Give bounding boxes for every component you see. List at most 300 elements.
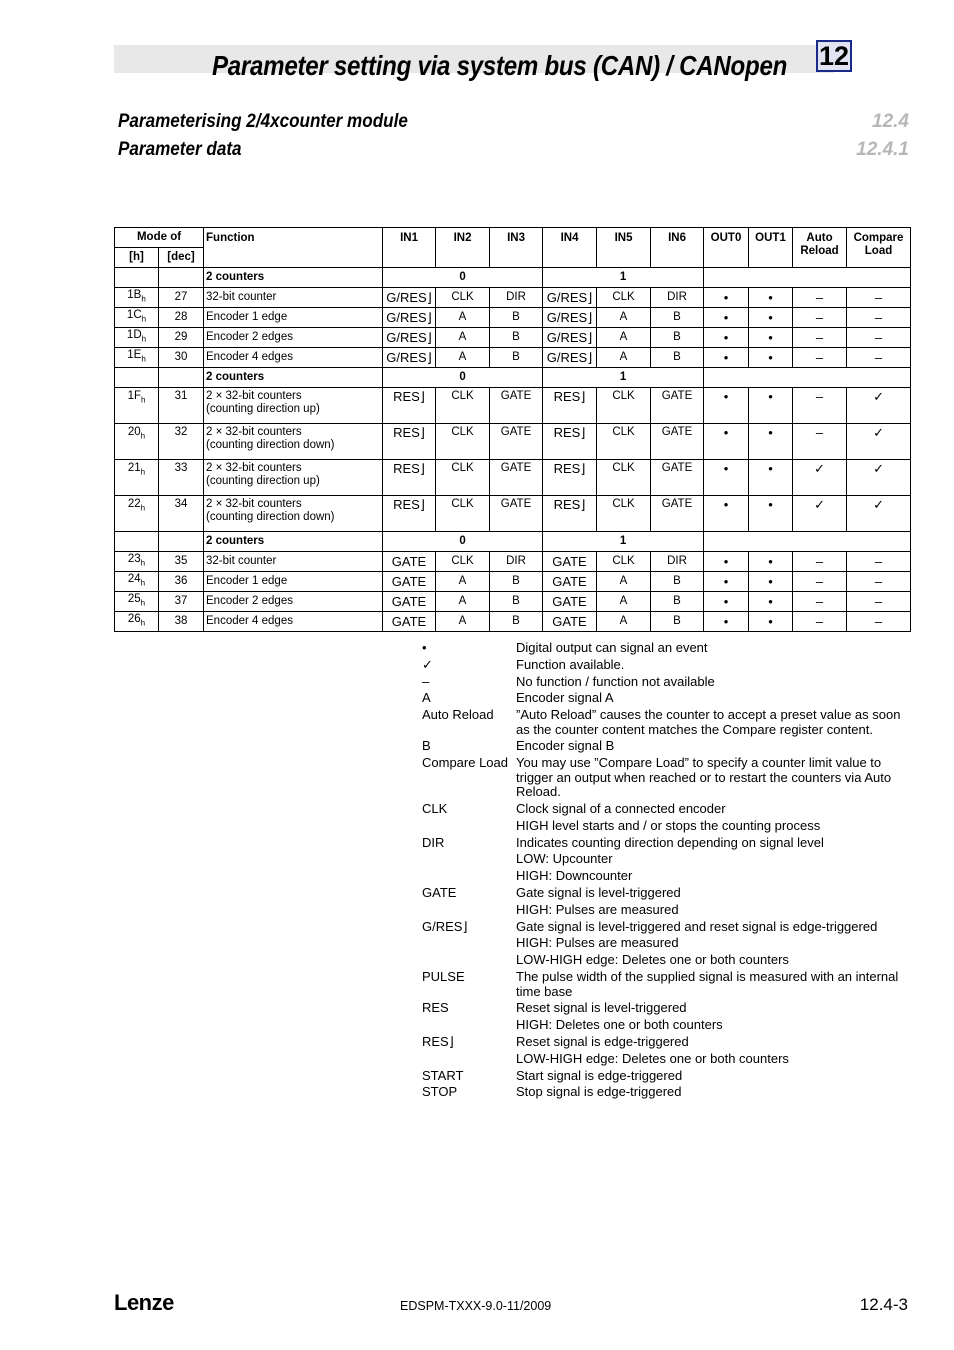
- table-row: [115, 496, 911, 532]
- legend-description: Reset signal is edge-triggered: [516, 1033, 689, 1049]
- auto-reload-cell: –: [793, 288, 847, 308]
- legend-item: [422, 970, 902, 999]
- output-out1: •: [749, 496, 793, 532]
- table-row: [115, 308, 911, 328]
- group-label: 2 counters: [204, 268, 383, 288]
- input-in4: GATE: [543, 612, 597, 632]
- legend-key: [422, 936, 516, 951]
- input-in5: A: [597, 572, 651, 592]
- compare-load-cell: –: [847, 552, 911, 572]
- page-title: Parameter setting via system bus (CAN) / CANopen: [212, 50, 788, 81]
- legend-key: •: [422, 640, 427, 655]
- legend-item: [422, 836, 902, 851]
- mode-hex: 1F: [127, 390, 141, 402]
- function-cell: [204, 612, 383, 632]
- group-row: [115, 532, 911, 552]
- legend-description: ”Auto Reload” causes the counter to accept a preset value as soon as the counter content matches the Compare register content.: [516, 707, 901, 737]
- mode-hex: 21: [127, 462, 141, 474]
- function-cell: [204, 572, 383, 592]
- table-row: [115, 612, 911, 632]
- output-out0: •: [704, 552, 749, 572]
- mode-dec: 38: [159, 612, 204, 632]
- hex-suffix: h: [140, 503, 146, 513]
- group-row: [115, 368, 911, 388]
- header-in6: IN6: [651, 228, 704, 268]
- hex-suffix: h: [141, 354, 146, 364]
- input-in5: A: [597, 308, 651, 328]
- function-text: 2 × 32-bit counters: [206, 498, 302, 510]
- function-text: Encoder 4 edges: [206, 615, 293, 627]
- legend-item: [422, 953, 902, 968]
- input-in3: B: [490, 308, 543, 328]
- function-cell: [204, 288, 383, 308]
- mode-hex-cell: [115, 424, 159, 460]
- hex-suffix: h: [140, 598, 146, 608]
- compare-load-cell: –: [847, 592, 911, 612]
- legend-description: Stop signal is edge-triggered: [516, 1084, 682, 1100]
- legend-key: [422, 1018, 516, 1033]
- legend-description: LOW-HIGH edge: Deletes one or both counters: [516, 1050, 789, 1066]
- hex-suffix: h: [140, 618, 146, 628]
- header-dec: [dec]: [159, 248, 204, 268]
- input-in5: CLK: [597, 388, 651, 424]
- function-cell: [204, 348, 383, 368]
- input-in1: G/RES⌋: [383, 308, 436, 328]
- auto-reload-cell: –: [793, 328, 847, 348]
- mode-hex: 1B: [127, 289, 142, 302]
- legend-key: B: [422, 738, 431, 754]
- output-out0: •: [704, 308, 749, 328]
- function-text: 32-bit counter: [206, 555, 277, 567]
- compare-load-cell: –: [847, 308, 911, 328]
- legend-description: HIGH: Pulses are measured: [516, 935, 679, 951]
- legend-description: LOW-HIGH edge: Deletes one or both counters: [516, 952, 789, 968]
- legend-key: PULSE: [422, 969, 465, 985]
- mode-dec: 32: [159, 424, 204, 460]
- input-in1: G/RES⌋: [383, 328, 436, 348]
- function-detail: (counting direction up): [206, 403, 320, 415]
- legend-item: [422, 936, 902, 951]
- mode-dec: 34: [159, 496, 204, 532]
- mode-hex-cell: [115, 388, 159, 424]
- input-in2: CLK: [436, 288, 490, 308]
- hex-suffix: h: [140, 558, 146, 568]
- table-row: [115, 552, 911, 572]
- output-out1: •: [749, 348, 793, 368]
- legend-item: [422, 756, 902, 800]
- function-cell: [204, 328, 383, 348]
- legend-key: [422, 953, 516, 968]
- compare-load-cell: ✓: [847, 460, 911, 496]
- compare-load-cell: –: [847, 612, 911, 632]
- legend-description: You may use ”Compare Load” to specify a counter limit value to trigger an output when reached or to restart the counters via Auto Reload.: [516, 755, 892, 800]
- legend-item: [422, 802, 902, 817]
- function-text: 2 × 32-bit counters: [206, 390, 302, 402]
- compare-load-cell: –: [847, 288, 911, 308]
- compare-load-cell: –: [847, 328, 911, 348]
- document-id: EDSPM-TXXX-9.0-11/2009: [400, 1299, 552, 1313]
- output-out0: •: [704, 348, 749, 368]
- legend-item: [422, 641, 902, 656]
- input-in2: CLK: [436, 424, 490, 460]
- legend: [422, 641, 902, 1102]
- legend-key: [422, 1052, 516, 1067]
- input-in5: A: [597, 592, 651, 612]
- input-in6: B: [651, 592, 704, 612]
- header-out1: OUT1: [749, 228, 793, 268]
- output-out0: •: [704, 424, 749, 460]
- function-detail: (counting direction down): [206, 439, 335, 451]
- function-cell: [204, 424, 383, 460]
- function-cell: [204, 552, 383, 572]
- compare-load-cell: ✓: [847, 388, 911, 424]
- legend-description: Indicates counting direction depending on signal level: [516, 834, 824, 850]
- legend-key: START: [422, 1067, 464, 1083]
- input-in3: GATE: [490, 424, 543, 460]
- input-in2: A: [436, 572, 490, 592]
- table-row: [115, 460, 911, 496]
- input-in4: GATE: [543, 552, 597, 572]
- mode-hex-cell: [115, 572, 159, 592]
- legend-item: [422, 739, 902, 754]
- group-row: [115, 268, 911, 288]
- input-in5: A: [597, 328, 651, 348]
- subsection-title: Parameter data: [118, 139, 242, 160]
- input-in4: GATE: [543, 592, 597, 612]
- input-in2: A: [436, 328, 490, 348]
- group-empty-cell: [159, 368, 204, 388]
- function-cell: [204, 592, 383, 612]
- input-in4: G/RES⌋: [543, 308, 597, 328]
- output-out0: •: [704, 572, 749, 592]
- function-text: 32-bit counter: [206, 291, 277, 303]
- header-function: Function: [204, 228, 383, 268]
- output-out1: •: [749, 288, 793, 308]
- input-in6: GATE: [651, 496, 704, 532]
- input-in3: DIR: [490, 288, 543, 308]
- legend-description: Clock signal of a connected encoder: [516, 801, 726, 817]
- hex-suffix: h: [140, 578, 146, 588]
- input-in6: DIR: [651, 552, 704, 572]
- input-in6: GATE: [651, 388, 704, 424]
- section-number: 12.4: [872, 111, 909, 132]
- header-in2: IN2: [436, 228, 490, 268]
- table-row: [115, 572, 911, 592]
- header-h: [h]: [115, 248, 159, 268]
- mode-hex-cell: [115, 552, 159, 572]
- legend-description: HIGH: Pulses are measured: [516, 901, 679, 917]
- input-in6: B: [651, 572, 704, 592]
- legend-description: Start signal is edge-triggered: [516, 1067, 683, 1083]
- auto-reload-cell: –: [793, 552, 847, 572]
- auto-reload-cell: –: [793, 572, 847, 592]
- function-detail: (counting direction up): [206, 475, 320, 487]
- group-empty-cell: [115, 532, 159, 552]
- mode-hex-cell: [115, 348, 159, 368]
- function-text: Encoder 1 edge: [206, 311, 288, 323]
- mode-hex: 23: [127, 553, 141, 566]
- input-in4: RES⌋: [543, 388, 597, 424]
- output-out1: •: [749, 424, 793, 460]
- output-out0: •: [704, 288, 749, 308]
- input-in4: G/RES⌋: [543, 328, 597, 348]
- output-out0: •: [704, 388, 749, 424]
- output-out0: •: [704, 592, 749, 612]
- legend-item: [422, 819, 902, 834]
- table-row: [115, 424, 911, 460]
- legend-item: [422, 675, 902, 690]
- auto-reload-cell: –: [793, 612, 847, 632]
- legend-key: [422, 903, 516, 918]
- header-in5: IN5: [597, 228, 651, 268]
- output-out0: •: [704, 328, 749, 348]
- mode-dec: 29: [159, 328, 204, 348]
- lenze-logo: Lenze: [114, 1290, 174, 1315]
- legend-key: ✓: [422, 656, 433, 672]
- group-counter-0: 0: [383, 268, 543, 288]
- auto-reload-cell: –: [793, 388, 847, 424]
- legend-description: Encoder signal A: [516, 690, 614, 706]
- header-out0: OUT0: [704, 228, 749, 268]
- mode-hex-cell: [115, 328, 159, 348]
- group-counter-1: 1: [543, 532, 704, 552]
- input-in3: B: [490, 592, 543, 612]
- input-in6: GATE: [651, 424, 704, 460]
- legend-description: The pulse width of the supplied signal is measured with an internal time base: [516, 969, 899, 999]
- function-text: Encoder 1 edge: [206, 575, 288, 587]
- input-in4: RES⌋: [543, 424, 597, 460]
- input-in2: CLK: [436, 460, 490, 496]
- input-in6: B: [651, 328, 704, 348]
- legend-description: Reset signal is level-triggered: [516, 1000, 687, 1016]
- header-compare-load: Compare Load: [847, 228, 911, 268]
- input-in3: GATE: [490, 388, 543, 424]
- group-counter-0: 0: [383, 532, 543, 552]
- legend-key: Compare Load: [422, 755, 508, 771]
- mode-hex: 26: [127, 613, 141, 626]
- mode-dec: 27: [159, 288, 204, 308]
- function-text: Encoder 4 edges: [206, 351, 293, 363]
- function-text: Encoder 2 edges: [206, 331, 293, 343]
- mode-hex: 1C: [126, 309, 142, 322]
- input-in2: CLK: [436, 496, 490, 532]
- input-in5: CLK: [597, 496, 651, 532]
- input-in4: G/RES⌋: [543, 288, 597, 308]
- input-in2: A: [436, 612, 490, 632]
- input-in3: B: [490, 328, 543, 348]
- legend-item: [422, 1018, 902, 1033]
- header-mode-of: Mode of: [115, 228, 204, 248]
- legend-key: A: [422, 690, 431, 706]
- output-out1: •: [749, 308, 793, 328]
- input-in1: GATE: [383, 612, 436, 632]
- input-in2: CLK: [436, 388, 490, 424]
- group-empty-cell: [115, 368, 159, 388]
- compare-load-cell: –: [847, 572, 911, 592]
- legend-key: STOP: [422, 1084, 458, 1100]
- mode-hex: 20: [127, 426, 141, 438]
- function-detail: (counting direction down): [206, 511, 335, 523]
- legend-item: [422, 903, 902, 918]
- legend-description: Gate signal is level-triggered: [516, 885, 681, 901]
- input-in6: DIR: [651, 288, 704, 308]
- header-in3: IN3: [490, 228, 543, 268]
- input-in4: RES⌋: [543, 496, 597, 532]
- function-text: 2 × 32-bit counters: [206, 462, 302, 474]
- output-out1: •: [749, 592, 793, 612]
- legend-item: [422, 852, 902, 867]
- input-in1: GATE: [383, 552, 436, 572]
- mode-dec: 28: [159, 308, 204, 328]
- input-in1: RES⌋: [383, 424, 436, 460]
- input-in1: GATE: [383, 592, 436, 612]
- page-number: 12.4-3: [859, 1295, 908, 1314]
- input-in3: B: [490, 348, 543, 368]
- input-in6: B: [651, 308, 704, 328]
- output-out0: •: [704, 496, 749, 532]
- legend-description: HIGH: Deletes one or both counters: [516, 1017, 723, 1033]
- table-row: [115, 348, 911, 368]
- hex-suffix: h: [141, 334, 147, 344]
- mode-hex-cell: [115, 496, 159, 532]
- auto-reload-cell: ✓: [793, 496, 847, 532]
- auto-reload-cell: –: [793, 592, 847, 612]
- legend-key: [422, 819, 516, 834]
- input-in1: G/RES⌋: [383, 288, 436, 308]
- legend-item: [422, 920, 902, 935]
- auto-reload-cell: –: [793, 424, 847, 460]
- mode-dec: 33: [159, 460, 204, 496]
- hex-suffix: h: [140, 431, 146, 441]
- compare-load-cell: ✓: [847, 424, 911, 460]
- hex-suffix: h: [141, 314, 147, 324]
- legend-description: LOW: Upcounter: [516, 851, 613, 867]
- mode-dec: 35: [159, 552, 204, 572]
- legend-item: [422, 691, 902, 706]
- mode-hex: 1E: [127, 349, 142, 362]
- group-counter-0: 0: [383, 368, 543, 388]
- output-out0: •: [704, 460, 749, 496]
- mode-hex: 1D: [126, 329, 142, 342]
- table-row: [115, 592, 911, 612]
- input-in3: GATE: [490, 496, 543, 532]
- mode-hex: 25: [127, 593, 141, 606]
- compare-load-cell: –: [847, 348, 911, 368]
- legend-item: [422, 708, 902, 737]
- section-title: Parameterising 2/4xcounter module: [118, 111, 408, 132]
- table-row: [115, 328, 911, 348]
- mode-hex-cell: [115, 308, 159, 328]
- input-in3: GATE: [490, 460, 543, 496]
- output-out1: •: [749, 552, 793, 572]
- output-out1: •: [749, 328, 793, 348]
- legend-key: CLK: [422, 801, 448, 817]
- compare-load-cell: ✓: [847, 496, 911, 532]
- legend-key: G/RES⌋: [422, 918, 468, 934]
- mode-hex-cell: [115, 460, 159, 496]
- input-in2: A: [436, 592, 490, 612]
- input-in1: G/RES⌋: [383, 348, 436, 368]
- function-cell: [204, 496, 383, 532]
- header-auto-reload: Auto Reload: [793, 228, 847, 268]
- legend-item: [422, 658, 902, 673]
- group-label: 2 counters: [204, 368, 383, 388]
- input-in4: RES⌋: [543, 460, 597, 496]
- input-in1: RES⌋: [383, 460, 436, 496]
- legend-item: [422, 1035, 902, 1050]
- auto-reload-cell: ✓: [793, 460, 847, 496]
- hex-suffix: h: [141, 294, 146, 304]
- input-in5: A: [597, 612, 651, 632]
- mode-hex-cell: [115, 592, 159, 612]
- legend-key: DIR: [422, 834, 445, 850]
- hex-suffix: h: [140, 395, 146, 405]
- group-counter-1: 1: [543, 268, 704, 288]
- hex-suffix: h: [140, 467, 146, 477]
- mode-dec: 31: [159, 388, 204, 424]
- legend-key: [422, 869, 516, 884]
- parameter-table-body: [115, 268, 911, 632]
- function-cell: [204, 308, 383, 328]
- input-in5: CLK: [597, 460, 651, 496]
- input-in3: DIR: [490, 552, 543, 572]
- group-label: 2 counters: [204, 532, 383, 552]
- legend-description: Function available.: [516, 656, 625, 672]
- input-in1: RES⌋: [383, 388, 436, 424]
- parameter-table: [114, 227, 911, 632]
- auto-reload-cell: –: [793, 308, 847, 328]
- legend-item: [422, 869, 902, 884]
- mode-hex-cell: [115, 612, 159, 632]
- mode-dec: 30: [159, 348, 204, 368]
- legend-description: HIGH: Downcounter: [516, 868, 633, 884]
- input-in5: CLK: [597, 288, 651, 308]
- group-empty-cell: [704, 532, 911, 552]
- legend-item: [422, 1085, 902, 1100]
- mode-dec: 37: [159, 592, 204, 612]
- legend-key: RES⌋: [422, 1033, 454, 1049]
- legend-description: Encoder signal B: [516, 738, 615, 754]
- legend-description: Gate signal is level-triggered and reset signal is edge-triggered: [516, 918, 878, 934]
- legend-key: –: [422, 673, 430, 689]
- header-in4: IN4: [543, 228, 597, 268]
- input-in2: A: [436, 348, 490, 368]
- legend-item: [422, 1001, 902, 1016]
- input-in2: CLK: [436, 552, 490, 572]
- mode-hex: 24: [127, 573, 141, 586]
- auto-reload-cell: –: [793, 348, 847, 368]
- input-in5: A: [597, 348, 651, 368]
- legend-item: [422, 886, 902, 901]
- subsection-number: 12.4.1: [856, 139, 909, 160]
- input-in3: B: [490, 572, 543, 592]
- legend-key: Auto Reload: [422, 707, 494, 723]
- header-in1: IN1: [383, 228, 436, 268]
- function-cell: [204, 460, 383, 496]
- input-in1: RES⌋: [383, 496, 436, 532]
- legend-item: [422, 1052, 902, 1067]
- mode-hex-cell: [115, 288, 159, 308]
- input-in6: B: [651, 612, 704, 632]
- mode-hex: 22: [127, 498, 141, 510]
- legend-description: HIGH level starts and / or stops the counting process: [516, 817, 821, 833]
- chapter-badge: 12: [816, 40, 852, 72]
- input-in2: A: [436, 308, 490, 328]
- input-in1: GATE: [383, 572, 436, 592]
- legend-key: GATE: [422, 885, 457, 901]
- legend-key: [422, 852, 516, 867]
- input-in4: GATE: [543, 572, 597, 592]
